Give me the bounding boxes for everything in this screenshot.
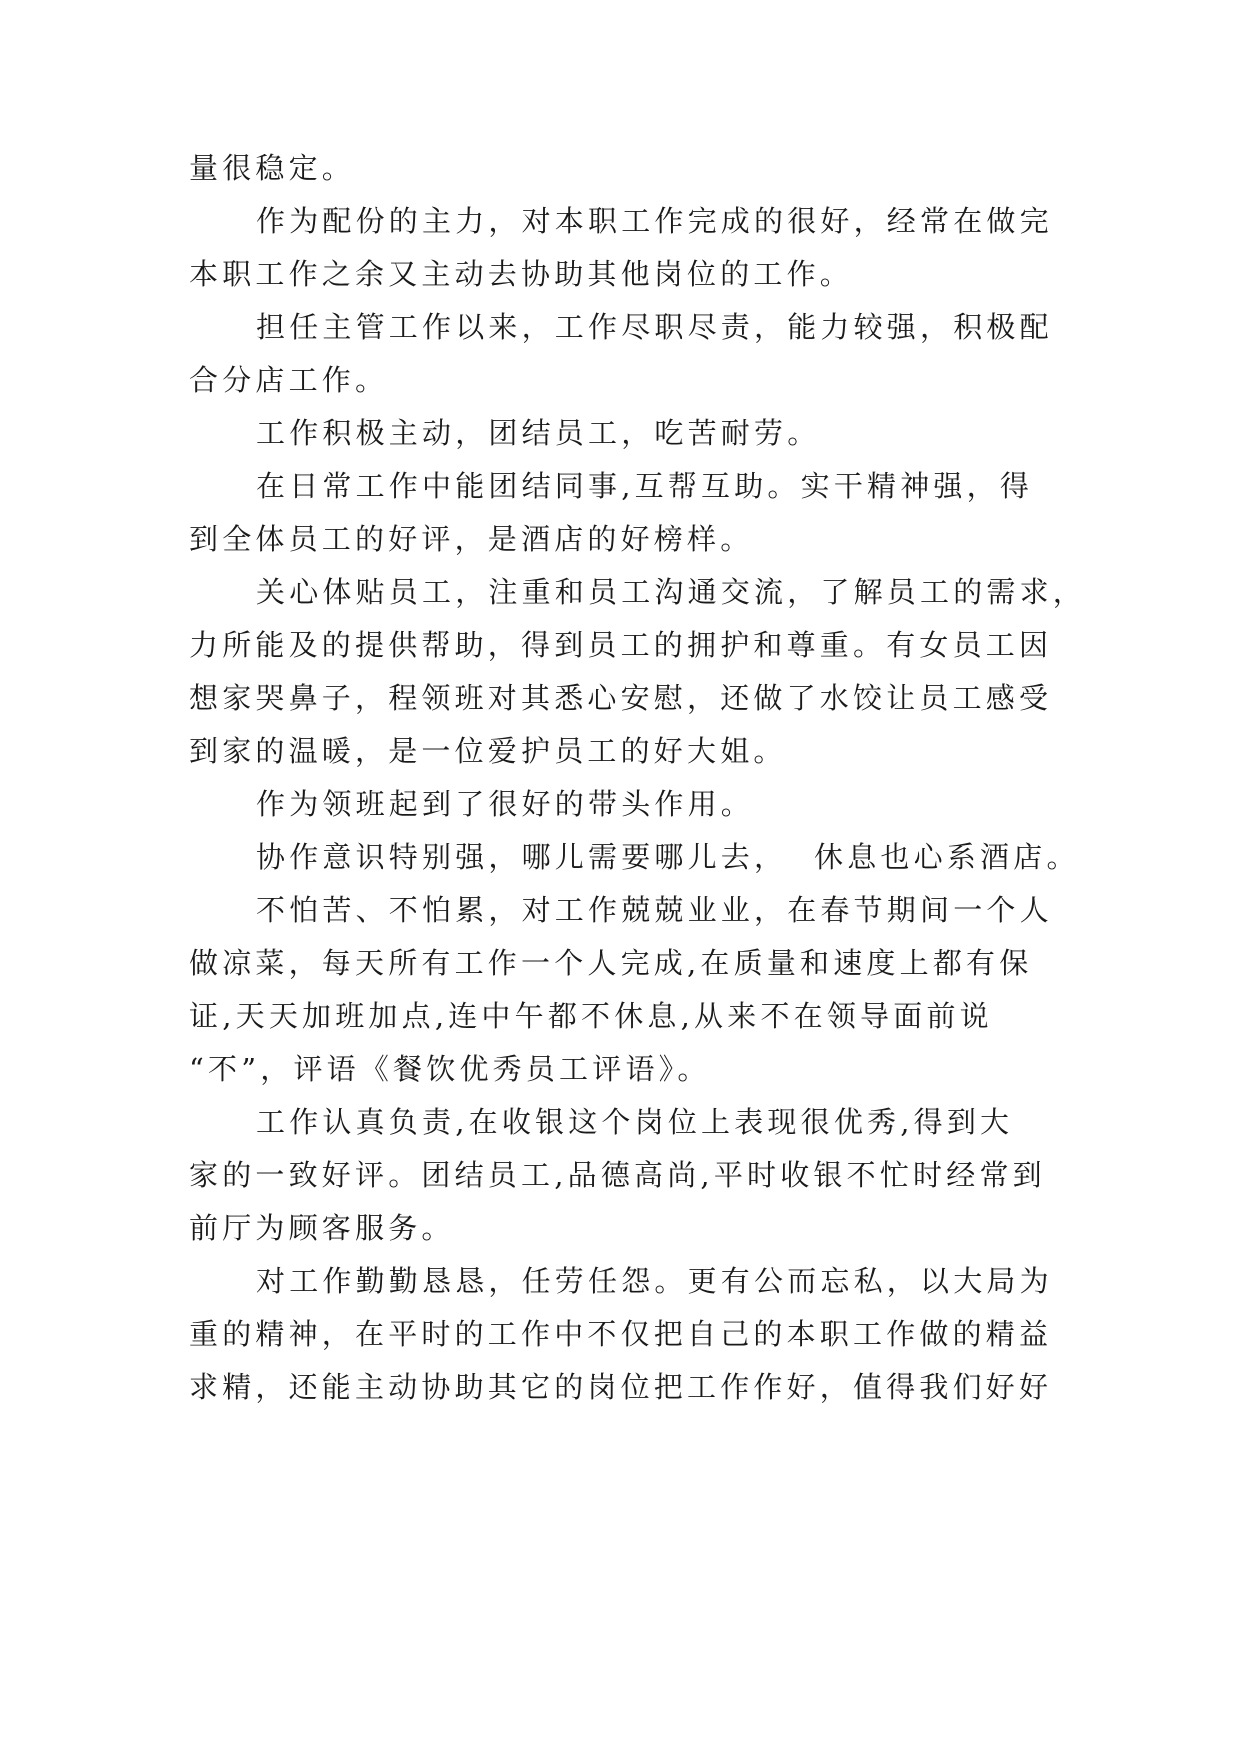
text-line: 本职工作之余又主动去协助其他岗位的工作。 (189, 257, 854, 291)
text-line: 力所能及的提供帮助，得到员工的拥护和尊重。有女员工因 (189, 628, 1053, 662)
paragraph-line: 作为配份的主力，对本职工作完成的很好，经常在做完 (256, 204, 1053, 238)
text-line: 合分店工作。 (189, 363, 389, 397)
paragraph-line: 担任主管工作以来，工作尽职尽责，能力较强，积极配 (256, 310, 1053, 344)
text-line: 想家哭鼻子，程领班对其悉心安慰，还做了水饺让员工感受 (189, 681, 1053, 715)
paragraph-line: 协作意识特别强，哪儿需要哪儿去， 休息也心系酒店。 (256, 840, 1080, 874)
paragraph-line: 工作认真负责,在收银这个岗位上表现很优秀,得到大 (256, 1105, 1014, 1139)
paragraph-line: 不怕苦、不怕累，对工作兢兢业业，在春节期间一个人 (256, 893, 1053, 927)
text-line: 前厅为顾客服务。 (189, 1211, 455, 1245)
paragraph-line: 工作积极主动，团结员工，吃苦耐劳。 (256, 416, 821, 450)
text-line: 量很稳定。 (189, 151, 356, 185)
text-line: 到家的温暖，是一位爱护员工的好大姐。 (189, 734, 787, 768)
paragraph-line: 对工作勤勤恳恳，任劳任怨。更有公而忘私，以大局为 (256, 1264, 1053, 1298)
text-line: 求精，还能主动协助其它的岗位把工作作好，值得我们好好 (189, 1370, 1053, 1404)
text-line: 证,天天加班加点,连中午都不休息,从来不在领导面前说 (189, 999, 993, 1033)
paragraph-line: 在日常工作中能团结同事,互帮互助。实干精神强，得 (256, 469, 1034, 503)
text-line: 到全体员工的好评，是酒店的好榜样。 (189, 522, 754, 556)
text-line: 重的精神，在平时的工作中不仅把自己的本职工作做的精益 (189, 1317, 1053, 1351)
paragraph-line: 关心体贴员工，注重和员工沟通交流，了解员工的需求， (256, 575, 1087, 609)
paragraph-line: 作为领班起到了很好的带头作用。 (256, 787, 755, 821)
text-line: 家的一致好评。团结员工,品德高尚,平时收银不忙时经常到 (189, 1158, 1046, 1192)
text-line: 做凉菜，每天所有工作一个人完成,在质量和速度上都有保 (189, 946, 1033, 980)
text-line: “不”，评语《餐饮优秀员工评语》。 (189, 1052, 711, 1086)
